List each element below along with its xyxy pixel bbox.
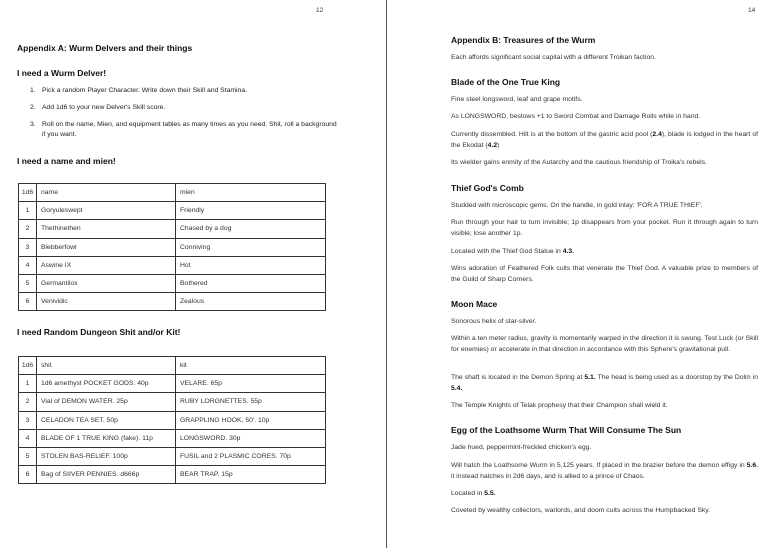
table-cell: 4 xyxy=(19,429,37,447)
intro-text: Each affords significant social capital with a different Troikan faction. xyxy=(451,54,656,61)
table-row xyxy=(19,447,326,465)
step-number: 3. xyxy=(30,121,36,128)
blade-heading: Blade of the One True King xyxy=(451,77,561,87)
table-row xyxy=(19,375,326,393)
shit-kit-table xyxy=(18,356,326,484)
table-cell: BLADE OF 1 TRUE KING (fake). 11p xyxy=(37,429,176,447)
table-cell: Blebberfowl xyxy=(37,238,176,256)
table-cell: Conniving xyxy=(176,238,326,256)
column-header: 1d6 xyxy=(19,357,37,375)
table-cell: Germantilox xyxy=(37,274,176,292)
step-number: 2. xyxy=(30,104,36,111)
left-page xyxy=(0,0,386,548)
table-cell: Thethinethen xyxy=(37,220,176,238)
table-header-row xyxy=(19,357,326,375)
comb-effect: Run through your hair to turn invisible; 1p disappears from your pocket. Run it through again to turn visible; lose another 1p. xyxy=(451,219,758,237)
name-heading: I need a name and mien! xyxy=(17,156,116,166)
table-cell: Bag of SIIVER PENNIES. d666p xyxy=(37,466,176,484)
mace-desc: Sonorous helix of star-silver. xyxy=(451,318,537,325)
table-cell: 1 xyxy=(19,202,37,220)
egg-location: Located in 5.5. xyxy=(451,490,496,497)
page-number: 14 xyxy=(748,7,756,14)
column-header: kit xyxy=(176,357,326,375)
mace-location: The shaft is located in the Demon Spring at 5.1. The head is being used as a doorstop by the Dolm in 5.4. xyxy=(451,374,758,392)
delver-steps xyxy=(30,86,340,147)
step-1 xyxy=(30,86,340,96)
table-cell: 1d6 amethyst POCKET GODS. 40p xyxy=(37,375,176,393)
table-cell: Friendly xyxy=(176,202,326,220)
table-cell: 3 xyxy=(19,238,37,256)
table-row xyxy=(19,411,326,429)
mace-heading: Moon Mace xyxy=(451,299,498,309)
column-header: shit xyxy=(37,357,176,375)
column-header: 1d6 xyxy=(19,184,37,202)
mace-effect: Within a ten meter radius, gravity is momentarily warped in the direction it is swung. Test Luck (or Skill for enemies) or accelerate in that direction in accordance with this Sphere's gravitational pull. xyxy=(451,335,758,353)
table-cell: STOLEN BAS-RELIEF. 100p xyxy=(37,447,176,465)
table-cell: Bothered xyxy=(176,274,326,292)
blade-effect: As LONGSWORD, bestows +1 to Sword Combat and Damage Rolls while in hand. xyxy=(451,113,701,120)
table-cell: 6 xyxy=(19,293,37,311)
table-cell: Venividic xyxy=(37,293,176,311)
table-row xyxy=(19,238,326,256)
comb-location: Located with the Thief God Statue in 4.3. xyxy=(451,248,575,255)
egg-effect: Will hatch the Loathsome Wurm in 5,125 years. If placed in the brazier before the demon effigy in 5.6, it instead hatches in 2d6 days, and is allied to a prince of Chaos. xyxy=(451,462,758,480)
table-cell: 2 xyxy=(19,393,37,411)
table-row xyxy=(19,256,326,274)
table-cell: RUBY LORGNETTES. 55p xyxy=(176,393,326,411)
table-cell: 5 xyxy=(19,447,37,465)
egg-faction: Coveted by wealthy collectors, warlords, and doom cults across the Humpbacked Sky. xyxy=(451,507,711,514)
name-mien-table xyxy=(18,183,326,311)
table-cell: FUSIL and 2 PLASMIC CORES. 70p xyxy=(176,447,326,465)
egg-desc: Jade hued, peppermint-freckled chicken's egg. xyxy=(451,444,592,451)
table-cell: 4 xyxy=(19,256,37,274)
page-divider xyxy=(386,0,387,548)
table-cell: Vial of DEMON WATER. 25p xyxy=(37,393,176,411)
right-page xyxy=(388,0,779,548)
blade-desc: Fine steel longsword, leaf and grape motifs. xyxy=(451,96,583,103)
blade-faction: Its wielder gains enmity of the Autarchy and the cautious friendship of Troika's rebels. xyxy=(451,159,707,166)
appendix-b-title: Appendix B: Treasures of the Wurm xyxy=(451,35,596,45)
table-row xyxy=(19,293,326,311)
table-row xyxy=(19,466,326,484)
column-header: name xyxy=(37,184,176,202)
step-number: 1. xyxy=(30,87,36,94)
table-cell: GRAPPLING HOOK, 50'. 10p xyxy=(176,411,326,429)
table-cell: Zealous xyxy=(176,293,326,311)
step-text: Roll on the name, Mien, and equipment tables as many times as you need. Shit, roll a background if you want. xyxy=(42,121,337,138)
table-row xyxy=(19,274,326,292)
page-number: 12 xyxy=(316,7,324,14)
table-cell: 3 xyxy=(19,411,37,429)
comb-heading: Thief God's Comb xyxy=(451,183,524,193)
table-cell: Aswine IX xyxy=(37,256,176,274)
egg-heading: Egg of the Loathsome Wurm That Will Consume The Sun xyxy=(451,425,682,435)
table-cell: VELARE. 65p xyxy=(176,375,326,393)
step-text: Pick a random Player Character. Write down their Skill and Stamina. xyxy=(42,87,248,94)
table-row xyxy=(19,202,326,220)
table-cell: 2 xyxy=(19,220,37,238)
table-cell: 5 xyxy=(19,274,37,292)
step-text: Add 1d6 to your new Delver's Skill score. xyxy=(42,104,166,111)
appendix-a-title: Appendix A: Wurm Delvers and their things xyxy=(17,43,193,53)
step-2 xyxy=(30,103,340,113)
comb-desc: Studded with microscopic gems. On the handle, in gold inlay: 'FOR A TRUE THIEF'. xyxy=(451,202,703,209)
table-cell: BEAR TRAP. 15p xyxy=(176,466,326,484)
table-header-row xyxy=(19,184,326,202)
comb-faction: Wins adoration of Feathered Folk cults that venerate the Thief God. A valuable prize to members of the Guild of Sharp Corners. xyxy=(451,265,758,283)
table-cell: LONGSWORD. 30p xyxy=(176,429,326,447)
table-cell: CELADON TEA SET. 50p xyxy=(37,411,176,429)
table-row xyxy=(19,429,326,447)
delver-heading: I need a Wurm Delver! xyxy=(17,68,107,78)
table-row xyxy=(19,220,326,238)
table-cell: Chased by a dog xyxy=(176,220,326,238)
mace-faction: The Temple Knights of Telak prophesy that their Champion shall wield it. xyxy=(451,402,668,409)
table-cell: Goryuleswept xyxy=(37,202,176,220)
table-cell: 6 xyxy=(19,466,37,484)
column-header: mien xyxy=(176,184,326,202)
step-3 xyxy=(30,120,340,140)
table-cell: 1 xyxy=(19,375,37,393)
blade-location: Currently dissembled. Hilt is at the bottom of the gastric acid pool (2.4), blade is lodged in the heart of the Ekodat (4.2) xyxy=(451,131,758,149)
kit-heading: I need Random Dungeon Shit and/or Kit! xyxy=(17,327,181,337)
table-row xyxy=(19,393,326,411)
table-cell: Hot xyxy=(176,256,326,274)
